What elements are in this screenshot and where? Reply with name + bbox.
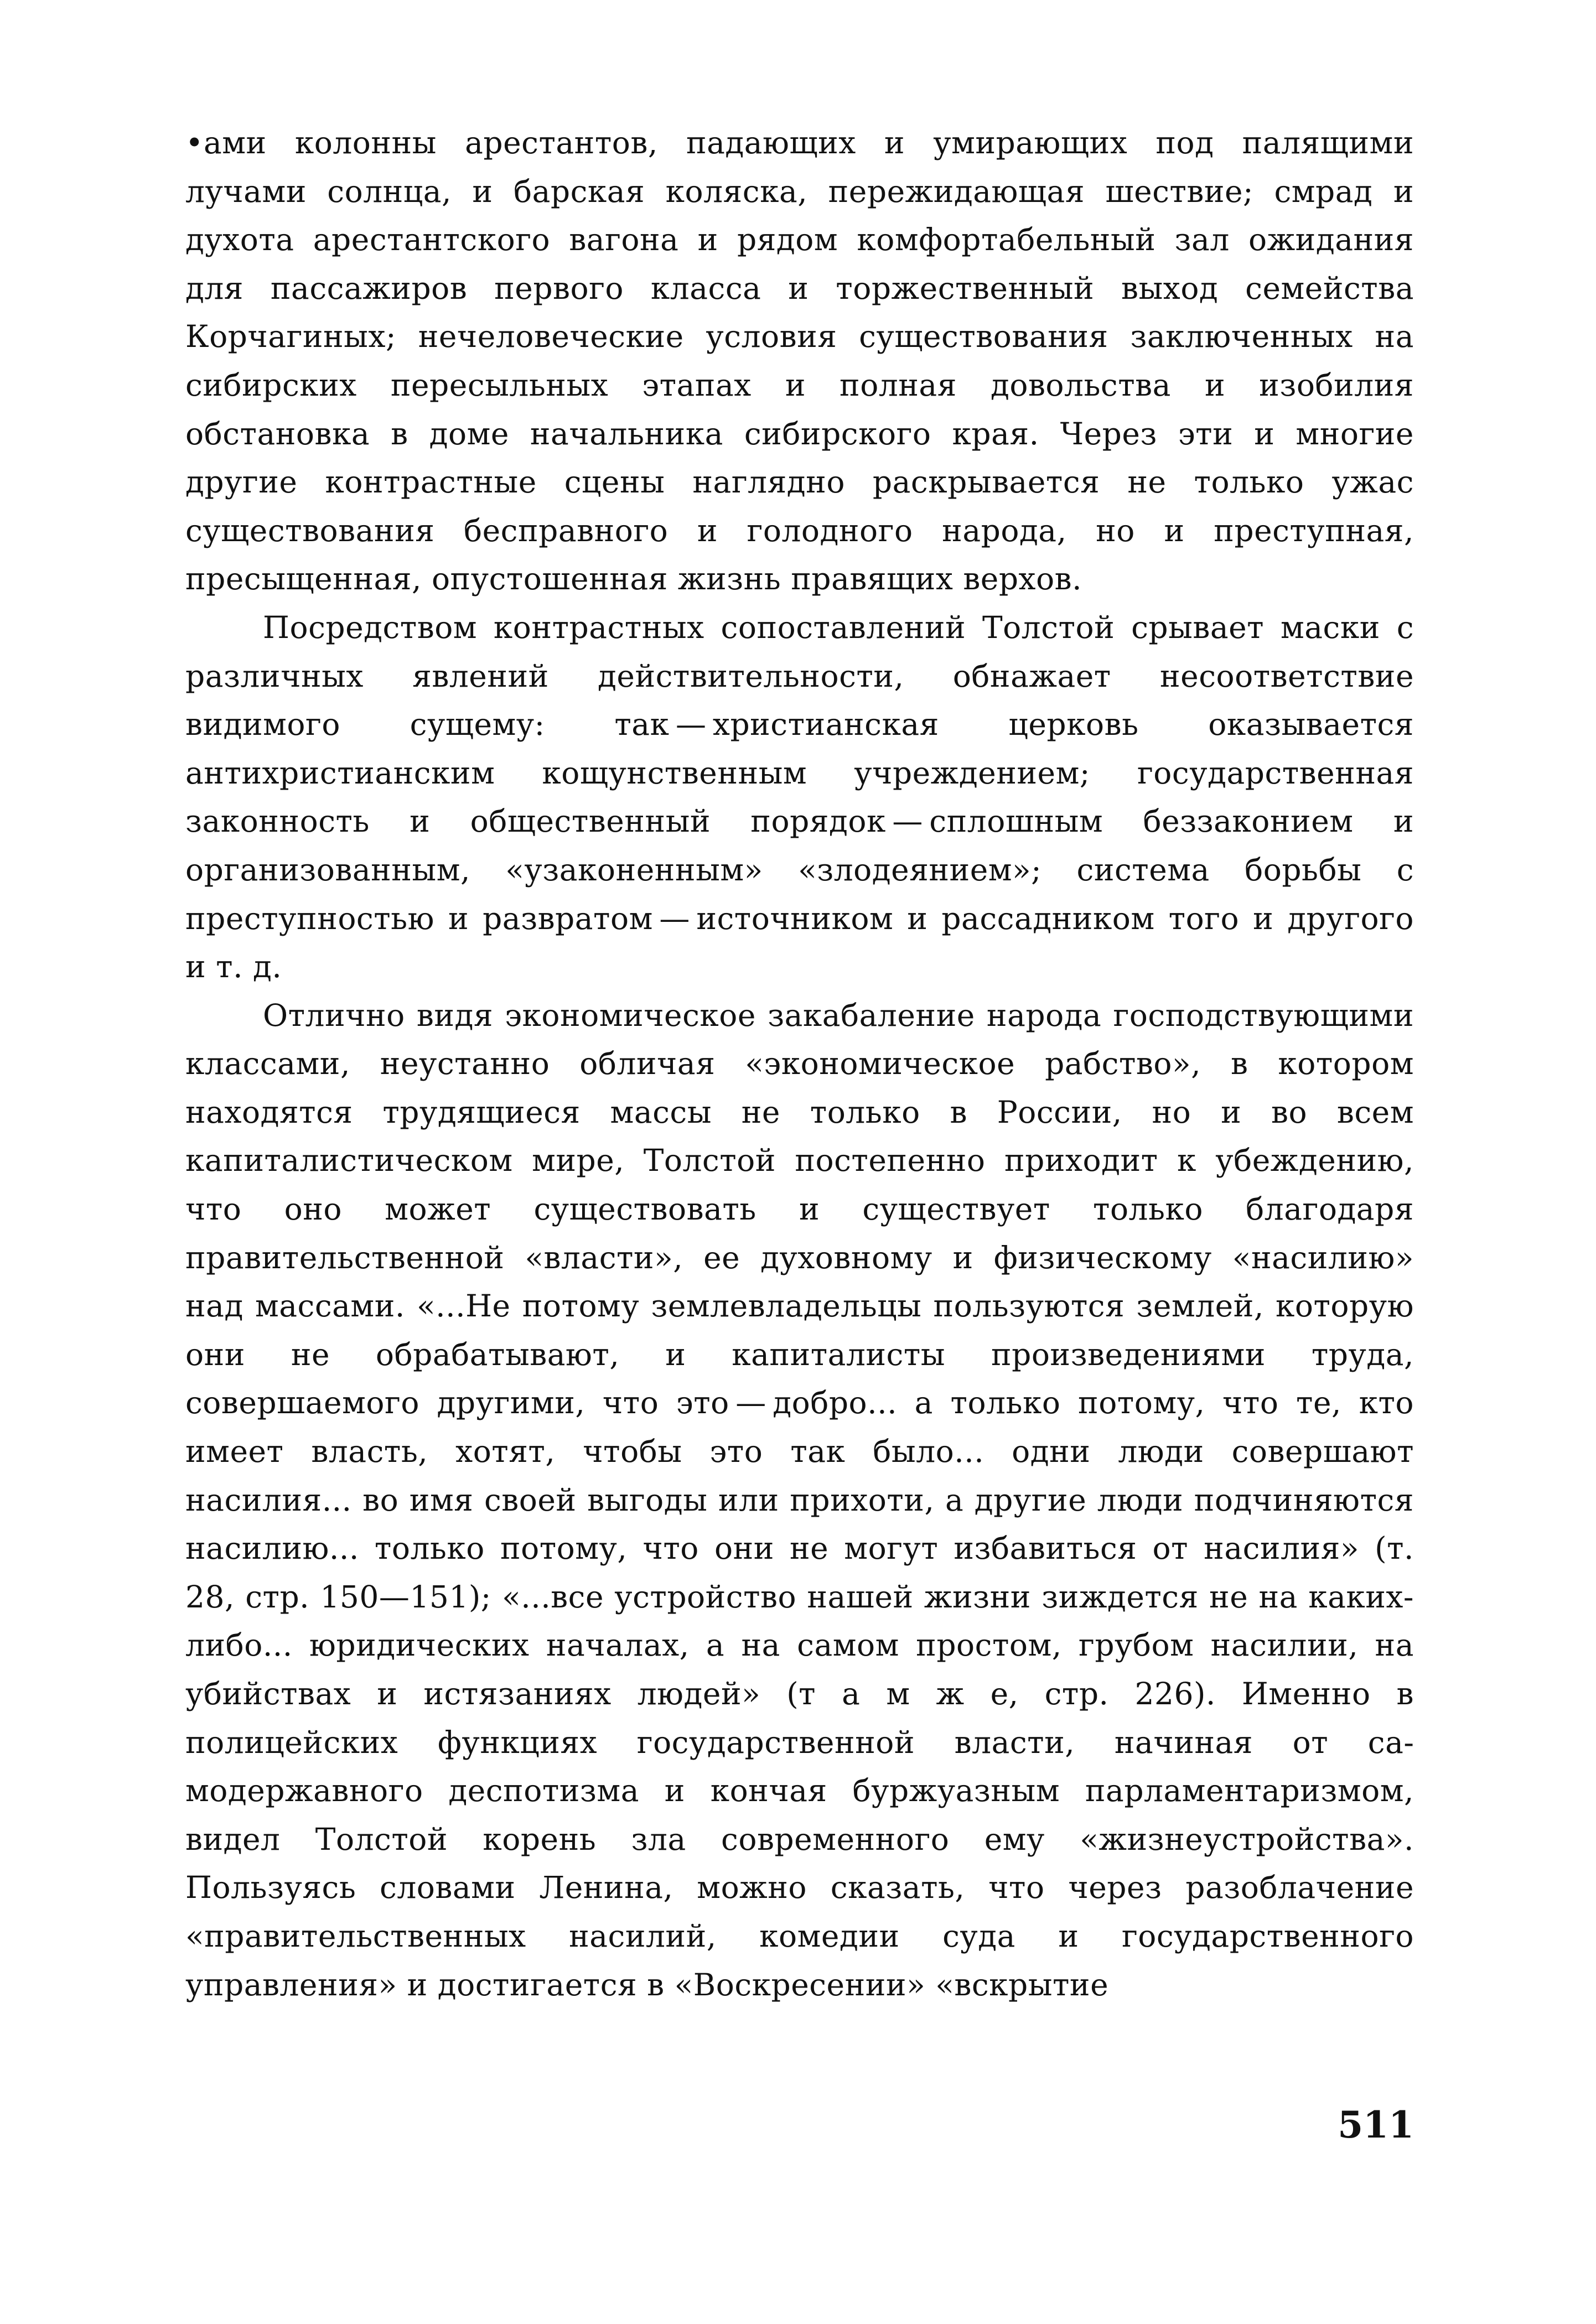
page-number: 511 — [1338, 2103, 1414, 2146]
paragraph-1: •ами колонны арестантов, падающих и умирающих под палящими лучами солнца, и барская коляска, пережидающая шествие; смрад и духота арестантского вагона и рядом комфортабельный зал ожидания для пассажиров первого класса и торжественный выход семейства Корчагиных; нечеловеческие условия существования заключенных на сибирских пересыльных этапах и полная довольства и изобилия обстановка в доме начальника сибирского края. Через эти и многие другие контрастные сцены наглядно раскрывается не только ужас существования бесправного и голодного народа, но и преступная, пресыщенная, опустошенная жизнь правящих верхов. — [185, 125, 1414, 597]
paragraph-3: Отлично видя экономическое закабаление народа господствующими классами, неустанно обличая «экономическое рабство», в котором находятся трудящиеся массы не только в России, но и во всем капиталистическом мире, Толстой постепенно приходит к убеждению, что оно может существовать и существует только благодаря правительственной «власти», ее духовному и физическому «насилию» над массами. «...Не потому землевладельцы пользуются землей, которую они не обрабатывают, и капиталисты произведениями труда, совершаемого другими, что это — добро... а только потому, что те, кто имеет власть, хотят, чтобы это так было... одни люди совершают насилия... во имя своей выгоды или прихоти, а другие люди подчиняются насилию... только потому, что они не могут избавиться от насилия» (т. 28, стр. 150—151); «...все устройство нашей жизни зиждется не на каких-либо... юридических началах, а на самом простом, грубом насилии, на убийствах и истязаниях людей» (т а м ж е, стр. 226). Именно в полицейских функциях государственной власти, начиная от самодержавного деспотизма и кончая буржуазным парламентаризмом, видел Толстой корень зла современного ему «жизнеустройства». Пользуясь словами Ленина, можно сказать, что через разоблачение «правительственных насилий, комедии суда и государственного управления» и достигается в «Воскресении» «вскрытие — [185, 997, 1414, 2003]
book-page — [185, 119, 1414, 2255]
paragraph-2: Посредством контрастных сопоставлений Толстой срывает маски с различных явлений действительности, обнажает несоответствие видимого сущему: так — христианская церковь оказывается антихристианским кощунственным учреждением; государственная законность и общественный порядок — сплошным беззаконием и организованным, «узаконенным» «злодеянием»; система борьбы с преступностью и развратом — источником и рассадником того и другого и т. д. — [185, 609, 1414, 985]
page-text — [185, 119, 1414, 2009]
